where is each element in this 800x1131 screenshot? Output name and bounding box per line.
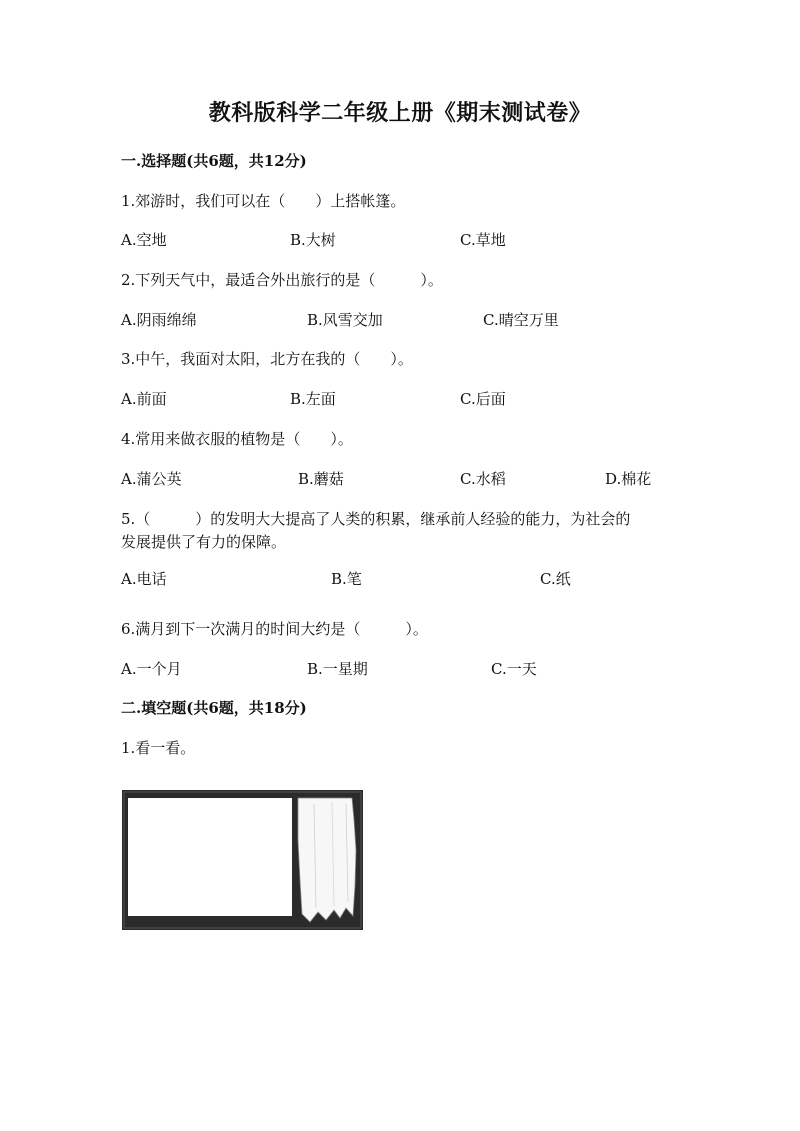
q4-option-b[interactable]: B.蘑菇 xyxy=(298,470,344,488)
question-figure-image xyxy=(122,790,363,930)
page-title: 教科版科学二年级上册《期末测试卷》 xyxy=(208,100,592,126)
q6-option-c[interactable]: C.一天 xyxy=(491,660,537,678)
q5-option-a[interactable]: A.电话 xyxy=(121,570,167,588)
question-6: 6.满月到下一次满月的时间大约是（ ）。 xyxy=(121,620,428,638)
section-heading-choice: 一.选择题(共6题，共12分) xyxy=(121,152,307,170)
q3-option-b[interactable]: B.左面 xyxy=(290,390,336,408)
question-4: 4.常用来做衣服的植物是（ ）。 xyxy=(121,430,353,448)
q1-option-b[interactable]: B.大树 xyxy=(290,231,336,249)
q4-option-d[interactable]: D.棉花 xyxy=(605,470,652,488)
question-2: 2.下列天气中，最适合外出旅行的是（ ）。 xyxy=(121,271,443,289)
q4-option-c[interactable]: C.水稻 xyxy=(460,470,506,488)
section-heading-fill-blank: 二.填空题(共6题，共18分) xyxy=(121,699,307,717)
q2-option-a[interactable]: A.阴雨绵绵 xyxy=(121,311,197,329)
question-3: 3.中午，我面对太阳，北方在我的（ ）。 xyxy=(121,350,413,368)
q4-option-a[interactable]: A.蒲公英 xyxy=(121,470,182,488)
q3-option-a[interactable]: A.前面 xyxy=(121,390,167,408)
q1-option-a[interactable]: A.空地 xyxy=(121,231,167,249)
question-5-line-2: 发展提供了有力的保障。 xyxy=(121,533,287,551)
q2-option-b[interactable]: B.风雪交加 xyxy=(307,311,383,329)
q6-option-b[interactable]: B.一星期 xyxy=(307,660,368,678)
fill-question-1: 1.看一看。 xyxy=(121,739,196,757)
q1-option-c[interactable]: C.草地 xyxy=(460,231,506,249)
question-1: 1.郊游时，我们可以在（ ）上搭帐篷。 xyxy=(121,192,406,210)
question-5-line-1: 5.（ ）的发明大大提高了人类的积累，继承前人经验的能力，为社会的 xyxy=(121,510,631,528)
q3-option-c[interactable]: C.后面 xyxy=(460,390,506,408)
q6-option-a[interactable]: A.一个月 xyxy=(121,660,182,678)
q5-option-b[interactable]: B.笔 xyxy=(331,570,362,588)
q5-option-c[interactable]: C.纸 xyxy=(540,570,571,588)
q2-option-c[interactable]: C.晴空万里 xyxy=(483,311,559,329)
